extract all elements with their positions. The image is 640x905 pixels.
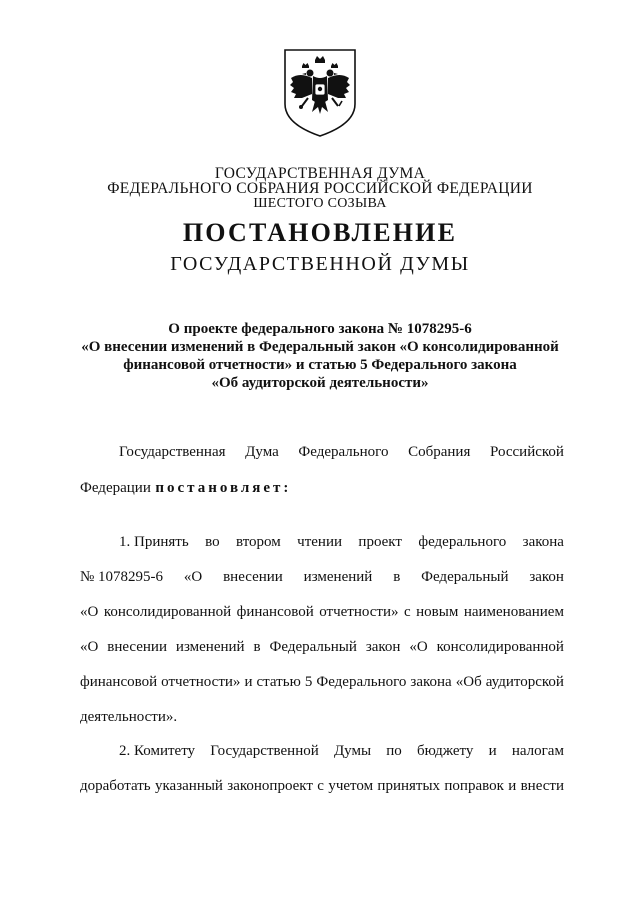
document-title: ПОСТАНОВЛЕНИЕ: [182, 218, 458, 247]
word: поправок: [444, 778, 504, 794]
word: наименованием: [463, 604, 564, 620]
word: отчетности»: [161, 674, 241, 690]
preamble-line-1: [119, 443, 564, 461]
word: налогам: [511, 743, 564, 759]
word: чтении: [297, 534, 343, 550]
word: новым: [416, 604, 459, 620]
word: 1. Принять: [119, 534, 189, 550]
word: 5: [304, 674, 313, 690]
item1-line-6: [80, 708, 564, 726]
word: Федеральный: [269, 639, 357, 655]
word: Федерального: [298, 444, 389, 460]
word: № 1078295-6: [80, 569, 164, 585]
word: по: [386, 743, 402, 759]
item2-line-2: [80, 777, 564, 795]
word: бюджету: [417, 743, 474, 759]
word: «О: [183, 569, 203, 585]
word: закона: [522, 534, 564, 550]
word: Дума: [245, 444, 279, 460]
item1-line-4: [80, 638, 564, 656]
document-subtitle: ГОСУДАРСТВЕННОЙ ДУМЫ: [170, 253, 470, 275]
item1-line-6-text: деятельности».: [80, 709, 178, 725]
word: с: [403, 604, 411, 620]
word: «О: [80, 604, 99, 620]
word: Государственная: [119, 444, 226, 460]
word: Федерального: [316, 674, 407, 690]
decree-word: постановляет:: [155, 480, 292, 496]
about-line-3: финансовой отчетности» и статью 5 Федерального закона: [123, 357, 517, 373]
word: в: [393, 569, 401, 585]
word: внесении: [107, 639, 167, 655]
word: Российской: [490, 444, 564, 460]
word: финансовой: [236, 604, 314, 620]
org-line-1: ГОСУДАРСТВЕННАЯ ДУМА: [214, 165, 426, 182]
word: доработать: [80, 778, 151, 794]
word: изменений: [303, 569, 373, 585]
word: учетом: [328, 778, 374, 794]
word: статью: [256, 674, 301, 690]
org-line-3: ШЕСТОГО СОЗЫВА: [253, 196, 387, 211]
item1-line-1: [119, 533, 564, 551]
word: проект: [358, 534, 402, 550]
preamble-text: Федерации: [80, 480, 151, 496]
word: Собрания: [408, 444, 471, 460]
about-line-4: «Об аудиторской деятельности»: [211, 375, 429, 391]
word: Думы: [333, 743, 372, 759]
word: федерального: [418, 534, 507, 550]
word: и: [508, 778, 517, 794]
org-line-2: ФЕДЕРАЛЬНОГО СОБРАНИЯ РОССИЙСКОЙ ФЕДЕРАЦИИ: [107, 180, 533, 197]
coat-of-arms-icon: [282, 48, 358, 138]
word: консолидированной: [436, 639, 564, 655]
word: внесении: [223, 569, 283, 585]
word: консолидированной: [103, 604, 232, 620]
word: «Об: [455, 674, 482, 690]
word: «О: [80, 639, 99, 655]
about-line-2: «О внесении изменений в Федеральный закон «О консолидированной: [81, 339, 559, 355]
word: Государственной: [210, 743, 319, 759]
word: аудиторской: [485, 674, 564, 690]
item2-line-1: [119, 742, 564, 760]
word: указанный: [154, 778, 223, 794]
word: финансовой: [80, 674, 158, 690]
item1-line-2: [80, 568, 564, 586]
word: с: [317, 778, 324, 794]
word: Федеральный: [421, 569, 509, 585]
about-line-1: О проекте федерального закона № 1078295-6: [168, 321, 472, 337]
item1-line-3: [80, 603, 564, 621]
word: втором: [235, 534, 281, 550]
word: закона: [410, 674, 452, 690]
word: во: [205, 534, 220, 550]
word: законопроект: [227, 778, 313, 794]
word: и: [488, 743, 497, 759]
word: внести: [520, 778, 564, 794]
item1-line-5: [80, 673, 564, 691]
word: и: [244, 674, 253, 690]
word: 2. Комитету: [119, 743, 196, 759]
word: отчетности»: [319, 604, 399, 620]
word: в: [253, 639, 261, 655]
word: закон: [365, 639, 401, 655]
word: изменений: [175, 639, 245, 655]
word: принятых: [377, 778, 441, 794]
preamble-line-2: [80, 479, 564, 497]
word: закон: [529, 569, 564, 585]
word: «О: [409, 639, 428, 655]
